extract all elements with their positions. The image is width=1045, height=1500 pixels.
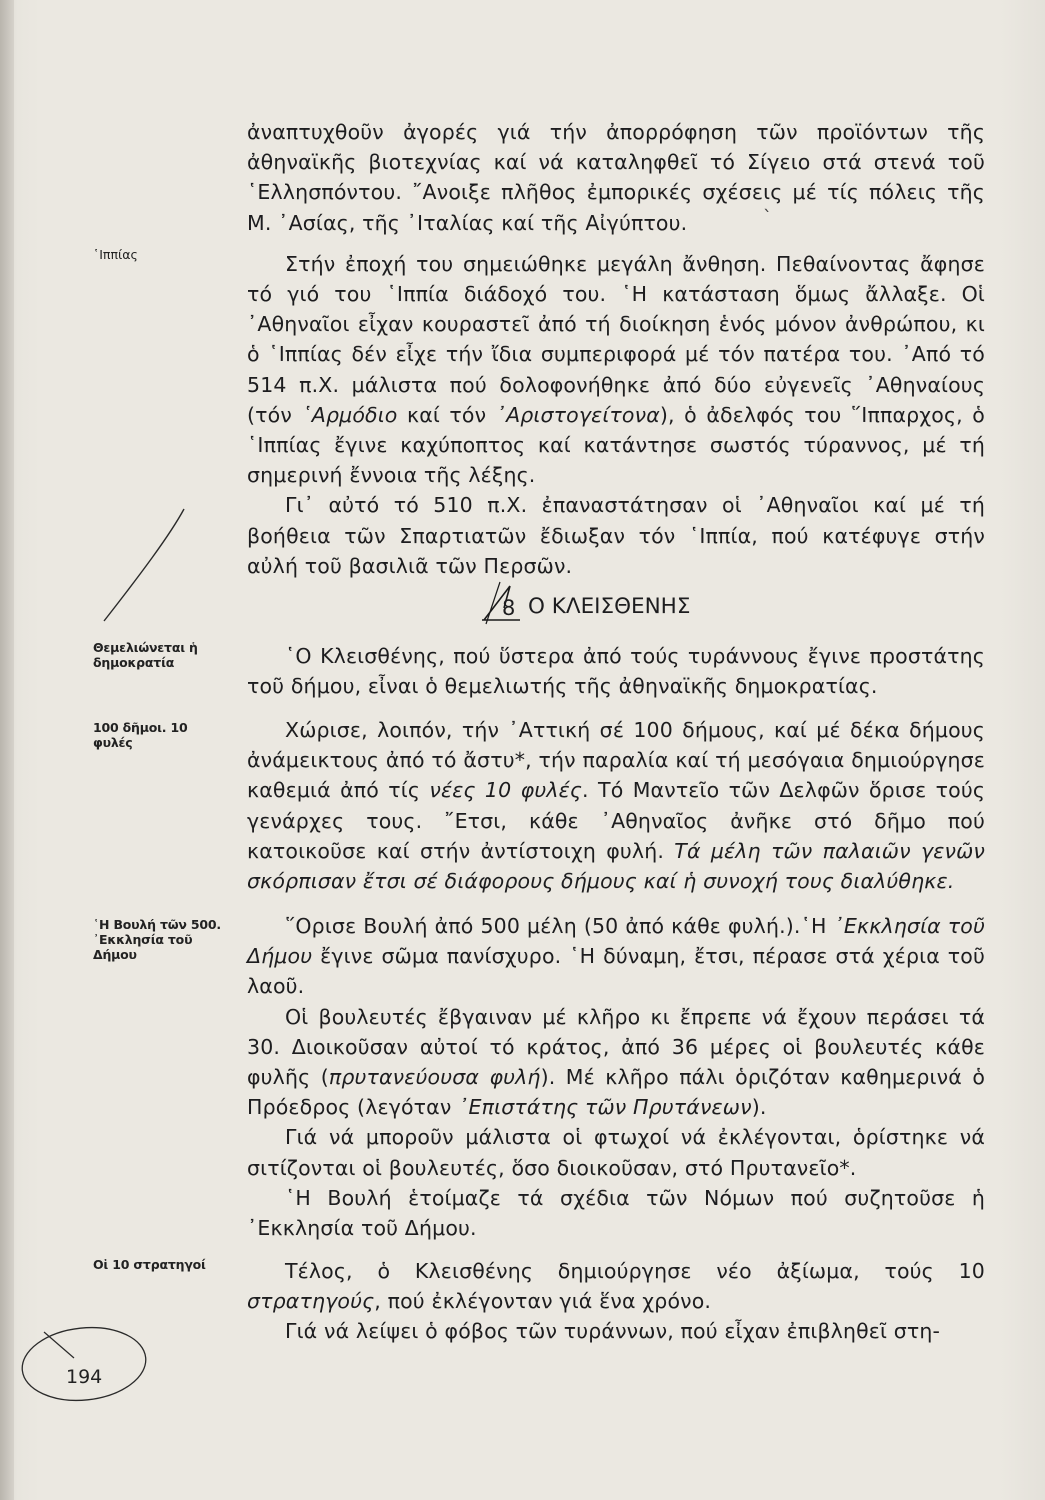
paragraph: ἀναπτυχθοῦν ἀγορές γιά τήν ἀπορρόφηση τῶν προϊόντων τῆς ἀθηναϊκῆς βιοτεχνίας καί νά καταληφθεῖ τό Σίγειο στά στενά τοῦ ῾Ελλησπόντου. ῎Ανοιξε πλῆθος ἐμπορικές σχέσεις μέ τίς πόλεις τῆς Μ. ᾿Ασίας, τῆς ᾿Ιταλίας καί τῆς Αἰγύπτου.: [247, 120, 985, 235]
paragraph: Τέλος, ὁ Κλεισθένης δημιούργησε νέο ἀξίωμα, τούς 10 στρατηγούς, πού ἐκλέγονταν γιά ἕνα χρόνο.: [247, 1259, 985, 1314]
text-block-boule: [247, 911, 985, 1243]
text-block-demes: [247, 715, 985, 896]
text-block-hippias: [247, 117, 985, 581]
pen-slash-mark: [100, 505, 190, 625]
paragraph: Γι᾿ αὐτό τό 510 π.Χ. ἐπαναστάτησαν οἱ ᾿Αθηναῖοι καί μέ τή βοήθεια τῶν Σπαρτιατῶν ἔδιωξαν τόν ῾Ιππία, πού κατέφυγε στήν αὐλή τοῦ βασιλιᾶ τῶν Περσῶν.: [247, 493, 985, 578]
paragraph: Χώρισε, λοιπόν, τήν ᾿Αττική σέ 100 δήμους, καί μέ δέκα δήμους ἀνάμεικτους ἀπό τό ἄστυ*, τήν παραλία καί τή μεσόγαια δημιούργησε καθεμιά ἀπό τίς νέες 10 φυλές. Τό Μαντεῖο τῶν Δελφῶν ὅρισε τούς γενάρχες τους. ῎Ετσι, κάθε ᾿Αθηναῖος ἀνῆκε στό δῆμο πού κατοικοῦσε καί στήν ἀντίστοιχη φυλή. Τά μέλη τῶν παλαιῶν γενῶν σκόρπισαν ἔτσι σέ διάφορους δήμους καί ἡ συνοχή τους διαλύθηκε.: [247, 718, 986, 894]
margin-note-democracy: Θεμελιώνεται ἡ δημοκρατία: [93, 640, 198, 670]
margin-note-generals: Οἱ 10 στρατηγοί: [93, 1257, 206, 1272]
paragraph: Γιά νά λείψει ὁ φόβος τῶν τυράννων, πού εἶχαν ἐπιβληθεῖ στη-: [285, 1319, 941, 1344]
paragraph: ῞Ορισε Βουλή ἀπό 500 μέλη (50 ἀπό κάθε φυλή.).῾Η ᾿Εκκλησία τοῦ Δήμου ἔγινε σῶμα πανίσχυρο. ῾Η δύναμη, ἔτσι, πέρασε στά χέρια τοῦ λαοῦ.: [247, 914, 986, 999]
margin-note-hippias: ῾Ιππίας: [93, 247, 138, 262]
paragraph: Στήν ἐποχή του σημειώθηκε μεγάλη ἄνθηση. Πεθαίνοντας ἄφησε τό γιό του ῾Ιππία διάδοχό του. ῾Η κατάσταση ὅμως ἄλλαξε. Οἱ ᾿Αθηναῖοι εἶχαν κουραστεῖ ἀπό τή διοίκηση ἑνός μόνον ἀνθρώπου, κι ὁ ῾Ιππίας δέν εἶχε τήν ἴδια συμπεριφορά μέ τόν πατέρα του. ᾿Από τό 514 π.Χ. μάλιστα πού δολοφονήθηκε ἀπό δύο εὐγενεῖς ᾿Αθηναίους (τόν ῾Αρμόδιο καί τόν ᾿Αριστογείτονα), ὁ ἀδελφός του ῞Ιππαρχος, ὁ ῾Ιππίας ἔγινε καχύποπτος καί κατάντησε σωστός τύραννος, μέ τή σημερινή ἔννοια τῆς λέξης.: [247, 251, 985, 488]
page-binding-edge: [0, 0, 14, 1500]
paragraph: Γιά νά μποροῦν μάλιστα οἱ φτωχοί νά ἐκλέγονται, ὁρίστηκε νά σιτίζονται οἱ βουλευτές, ὅσο διοικοῦσαν, στό Πρυτανεῖο*.: [247, 1125, 985, 1180]
paragraph: ῾Η Βουλή ἑτοίμαζε τά σχέδια τῶν Νόμων πού συζητοῦσε ἡ ᾿Εκκλησία τοῦ Δήμου.: [247, 1185, 985, 1241]
section-heading: [480, 590, 800, 630]
section-number: 8: [502, 596, 516, 620]
section-title: Ο ΚΛΕΙΣΘΕΝΗΣ: [528, 594, 691, 619]
handwritten-circle-mark: [14, 1318, 154, 1408]
section-number-box: [480, 592, 524, 622]
pencil-tick-mark: `: [763, 207, 772, 228]
margin-note-demes: 100 δῆμοι. 10 φυλές: [93, 720, 188, 750]
text-block-generals: [247, 1256, 985, 1347]
text-block-kleisthenes: [247, 641, 985, 701]
paragraph: ῾Ο Κλεισθένης, πού ὕστερα ἀπό τούς τυράννους ἔγινε προστάτης τοῦ δήμου, εἶναι ὁ θεμελιωτής τῆς ἀθηναϊκῆς δημοκρατίας.: [247, 644, 985, 699]
page-number: 194: [66, 1366, 103, 1388]
paragraph: Οἱ βουλευτές ἔβγαιναν μέ κλῆρο κι ἔπρεπε νά ἔχουν περάσει τά 30. Διοικοῦσαν αὐτοί τό κράτος, ἀπό 36 μέρες οἱ βουλευτές κάθε φυλῆς (πρυτανεύουσα φυλή). Μέ κλῆρο πάλι ὁριζόταν καθημερινά ὁ Πρόεδρος (λεγόταν ᾿Επιστάτης τῶν Πρυτάνεων).: [247, 1004, 986, 1120]
margin-note-boule: ῾Η Βουλή τῶν 500. ᾿Εκκλησία τοῦ Δήμου: [93, 917, 221, 962]
